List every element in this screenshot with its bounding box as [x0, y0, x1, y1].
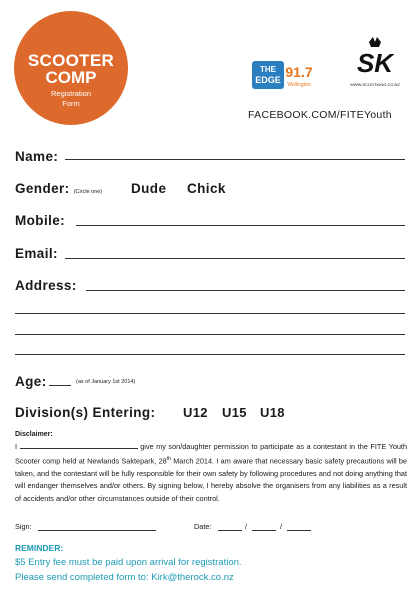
edge-logo-text-the: THE — [260, 65, 276, 74]
disclaimer-body-part1: give my son/daughter permission to participate as a contestant in the FITE Youth Scooter comp held at Newlands Saktepark, 28 — [15, 442, 408, 466]
email-label: Email: — [15, 246, 58, 261]
disclaimer-title: Disclaimer: — [15, 431, 53, 438]
edge-logo-text-edge: EDGE — [255, 75, 281, 85]
division-label: Division(s) Entering: — [15, 405, 156, 420]
gender-label-text: Gender: — [15, 181, 70, 196]
reminder-line-1: $5 Entry fee must be paid upon arrival for registration. — [15, 557, 242, 568]
scootking-logo — [347, 36, 403, 92]
gender-option-dude[interactable]: Dude — [131, 181, 167, 196]
address-line-3[interactable] — [15, 334, 405, 335]
date-label: Date: — [194, 522, 212, 531]
gender-option-chick[interactable]: Chick — [187, 181, 226, 196]
date-separator-1: / — [245, 522, 248, 531]
edge-logo-frequency: 91.7 — [285, 64, 313, 80]
parent-name-line[interactable] — [20, 442, 138, 449]
reminder-title: REMINDER: — [15, 543, 64, 553]
edge-logo-city: Wellington — [287, 82, 311, 88]
reminder-line-2: Please send completed form to: Kirk@therock.co.nz — [15, 572, 234, 583]
the-edge-logo — [251, 58, 315, 92]
registration-badge — [14, 11, 128, 125]
mobile-label: Mobile: — [15, 213, 66, 228]
email-line[interactable] — [65, 258, 405, 259]
sign-label: Sign: — [15, 522, 32, 531]
age-label: Age: — [15, 374, 47, 389]
badge-subtitle-line2: Form — [62, 99, 80, 108]
gender-note: (Circle one) — [73, 189, 103, 195]
disclaimer-body-sup: th — [166, 456, 171, 463]
facebook-link: FACEBOOK.COM/FITEYouth — [248, 109, 392, 121]
address-label: Address: — [15, 278, 77, 293]
mobile-line[interactable] — [76, 225, 405, 226]
sk-logo-letters: SK — [356, 48, 394, 78]
badge-subtitle-line1: Registration — [50, 89, 92, 98]
disclaimer-prefix: I — [15, 442, 18, 451]
badge-title-line1: SCOOTER — [27, 51, 115, 70]
date-month-line[interactable] — [252, 530, 276, 531]
division-option-u15[interactable]: U15 — [222, 405, 247, 420]
signature-line[interactable] — [38, 530, 156, 531]
age-note: (as of January 1st 2014) — [76, 379, 136, 385]
address-line-4[interactable] — [15, 354, 405, 355]
crown-icon — [369, 37, 381, 47]
address-line-1[interactable] — [86, 290, 405, 291]
division-option-u12[interactable]: U12 — [183, 405, 208, 420]
division-option-u18[interactable]: U18 — [260, 405, 285, 420]
age-line[interactable] — [49, 385, 71, 386]
name-label: Name: — [15, 149, 59, 164]
date-day-line[interactable] — [218, 530, 242, 531]
address-line-2[interactable] — [15, 313, 405, 314]
badge-title-line2: COMP — [45, 68, 97, 87]
sk-logo-caption: WWW.SCOOTKING.CO.NZ — [350, 82, 400, 87]
date-year-line[interactable] — [287, 530, 311, 531]
disclaimer-text — [15, 441, 407, 505]
name-line[interactable] — [65, 159, 405, 160]
date-separator-2: / — [280, 522, 283, 531]
disclaimer-body-part2: March 2014. I am aware that necessary basic safety precautions will be taken, and the contestant will be fully responsible for their own safety by following procedures and not doing anything that will endanger themselves and/or others. By signing below, I hereby absolve the organisers from any liabilities as a result of accidents and/or other circumstances outside of their control. — [15, 456, 408, 503]
gender-label — [15, 181, 102, 196]
